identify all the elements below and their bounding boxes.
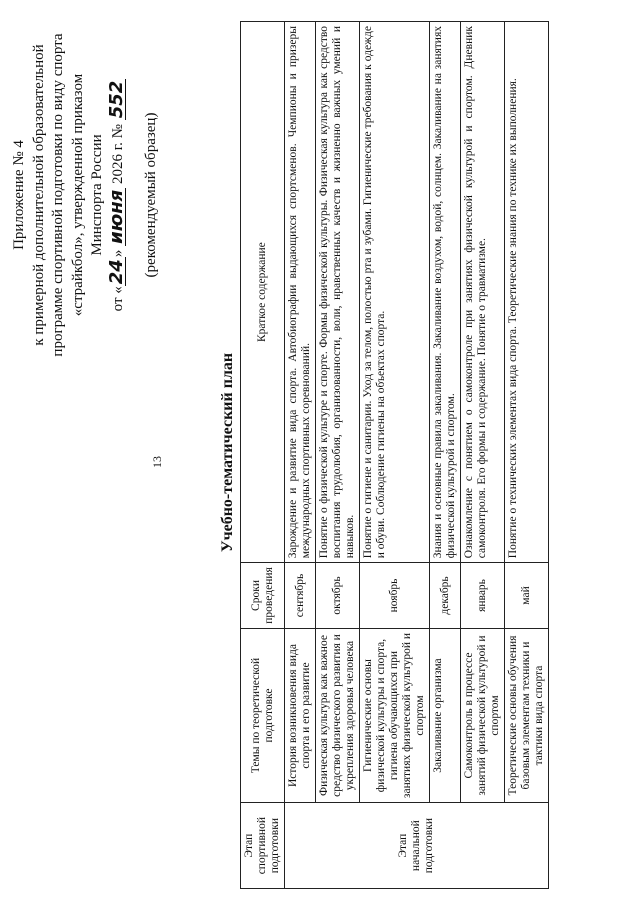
header-line: «страйкбол», утвержденной приказом bbox=[69, 73, 86, 317]
topic-cell: Закаливание организма bbox=[430, 628, 461, 803]
topic-cell: Физическая культура как важное средство физического развития и укрепления здоровья человека bbox=[316, 628, 360, 803]
curriculum-table bbox=[240, 21, 549, 889]
handwritten-day: 24 bbox=[105, 259, 127, 285]
header-stage: Этап спортивной подготовки bbox=[241, 803, 285, 889]
header-topic: Темы по теоретической подготовке bbox=[241, 628, 285, 803]
header-line: к примерной дополнительной образовательной bbox=[30, 44, 47, 346]
content-cell: Ознакомление с понятием о самоконтроле при занятиях физической культурой и спортом. Дневник самоконтроля. Его формы и содержание. Понятие о травматизме. bbox=[461, 22, 505, 563]
header-content: Краткое содержание bbox=[241, 22, 285, 563]
content-cell: Зарождение и развитие вида спорта. Автобиографии выдающихся спортсменов. Чемпионы и призеры международных спортивных соревнований. bbox=[285, 22, 316, 563]
table-row bbox=[360, 22, 430, 889]
order-date-line: от «24» июня 2026 г. № 552 bbox=[105, 80, 127, 312]
term-cell: ноябрь bbox=[360, 563, 430, 629]
table-header-row bbox=[241, 22, 285, 889]
header-line: Минспорта России bbox=[89, 134, 105, 256]
term-cell: январь bbox=[461, 563, 505, 629]
term-cell: декабрь bbox=[430, 563, 461, 629]
content-cell: Понятие о физической культуре и спорте. Формы физической культуры. Физическая культура как средство воспитания трудолюбия, организованности, воли, нравственных качеств и жизненно важных умений и навыков. bbox=[316, 22, 360, 563]
content-cell: Понятие о гигиене и санитарии. Уход за телом, полостью рта и зубами. Гигиенические требования к одежде и обуви. Соблюдение гигиены на объектах спорта. bbox=[360, 22, 430, 563]
appendix-number: Приложение № 4 bbox=[11, 140, 27, 250]
topic-cell: История возникновения вида спорта и его развитие bbox=[285, 628, 316, 803]
stage-cell: Этап начальной подготовки bbox=[285, 803, 549, 889]
table-row bbox=[316, 22, 360, 889]
table-row bbox=[285, 22, 316, 889]
content-cell: Понятие о технических элементах вида спорта. Теоретические знания по технике их выполнения. bbox=[505, 22, 549, 563]
topic-cell: Самоконтроль в процессе занятий физической культурой и спортом bbox=[461, 628, 505, 803]
page-number: 13 bbox=[150, 456, 164, 468]
document-title: Учебно-тематический план bbox=[219, 352, 236, 553]
handwritten-month: июня bbox=[105, 189, 127, 244]
handwritten-order-number: 552 bbox=[105, 80, 127, 119]
appendix-header bbox=[10, 25, 162, 365]
term-cell: октябрь bbox=[316, 563, 360, 629]
topic-cell: Гигиенические основы физической культуры и спорта, гигиена обучающихся при занятиях физической культурой и спортом bbox=[360, 628, 430, 803]
header-line: программе спортивной подготовки по виду спорта bbox=[50, 33, 66, 357]
header-term: Сроки проведения bbox=[241, 563, 285, 629]
content-cell: Знания и основные правила закаливания. Закаливание воздухом, водой, солнцем. Закаливание на занятиях физической культурой и спортом. bbox=[430, 22, 461, 563]
term-cell: сентябрь bbox=[285, 563, 316, 629]
term-cell: май bbox=[505, 563, 549, 629]
topic-cell: Теоретические основы обучения базовым элементам техники и тактики вида спорта bbox=[505, 628, 549, 803]
table-row bbox=[430, 22, 461, 889]
table-row bbox=[505, 22, 549, 889]
table-row bbox=[461, 22, 505, 889]
recommended-sample-note: (рекомендуемый образец) bbox=[143, 112, 159, 278]
